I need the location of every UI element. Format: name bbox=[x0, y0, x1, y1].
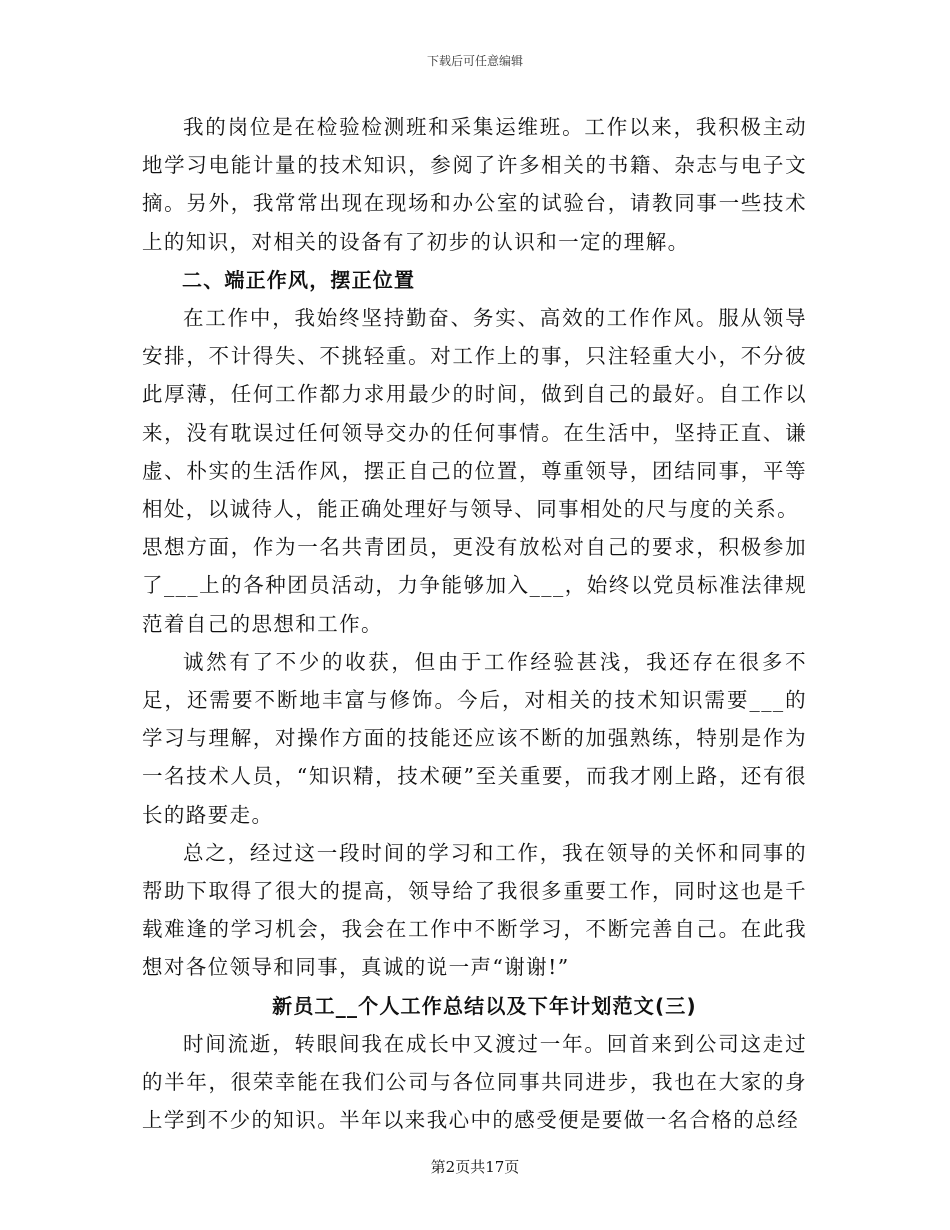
section-heading: 二、端正作风，摆正位置 bbox=[182, 267, 416, 292]
paragraph-time-passing: 时间流逝，转眼间我在成长中又渡过一年。回首来到公司这走过的半年，很荣幸能在我们公司与各位同事共同进步，我也在大家的身上学到不少的知识。半年以来我心中的感受便是要做一名合格的总经 bbox=[142, 1031, 807, 1133]
document-subtitle: 新员工__个人工作总结以及下年计划范文(三) bbox=[272, 993, 697, 1018]
paragraph-work-style: 在工作中，我始终坚持勤奋、务实、高效的工作作风。服从领导安排，不计得失、不挑轻重。对工作上的事，只注轻重大小，不分彼此厚薄，任何工作都力求用最少的时间，做到自己的最好。自工作以来，没有耽误过任何领导交办的任何事情。在生活中，坚持正直、谦虚、朴实的生活作风，摆正自己的位置，尊重领导，团结同事，平等相处，以诚待人，能正确处理好与领导、同事相处的尺与度的关系。 bbox=[142, 306, 807, 522]
page-header: 下载后可任意编辑 bbox=[426, 54, 523, 68]
paragraph-shortcomings: 诚然有了不少的收获，但由于工作经验甚浅，我还存在很多不足，还需要不断地丰富与修饰。今后，对相关的技术知识需要___的学习与理解，对操作方面的技能还应该不断的加强熟练，特别是作为一名技术人员，“知识精，技术硬”至关重要，而我才刚上路，还有很长的路要走。 bbox=[142, 649, 807, 827]
document-body bbox=[142, 108, 807, 1139]
paragraph-conclusion: 总之，经过这一段时间的学习和工作，我在领导的关怀和同事的帮助下取得了很大的提高，领导给了我很多重要工作，同时这也是千载难逢的学习机会，我会在工作中不断学习，不断完善自己。在此我想对各位领导和同事，真诚的说一声“谢谢!” bbox=[142, 840, 807, 980]
paragraph-ideology: 思想方面，作为一名共青团员，更没有放松对自己的要求，积极参加了___上的各种团员活动，力争能够加入___，始终以党员标准法律规范着自己的思想和工作。 bbox=[142, 535, 807, 636]
paragraph-job-position: 我的岗位是在检验检测班和采集运维班。工作以来，我积极主动地学习电能计量的技术知识，参阅了许多相关的书籍、杂志与电子文摘。另外，我常常出现在现场和办公室的试验台，请教同事一些技术上的知识，对相关的设备有了初步的认识和一定的理解。 bbox=[142, 115, 807, 254]
page-footer: 第2页共17页 bbox=[430, 1158, 520, 1176]
